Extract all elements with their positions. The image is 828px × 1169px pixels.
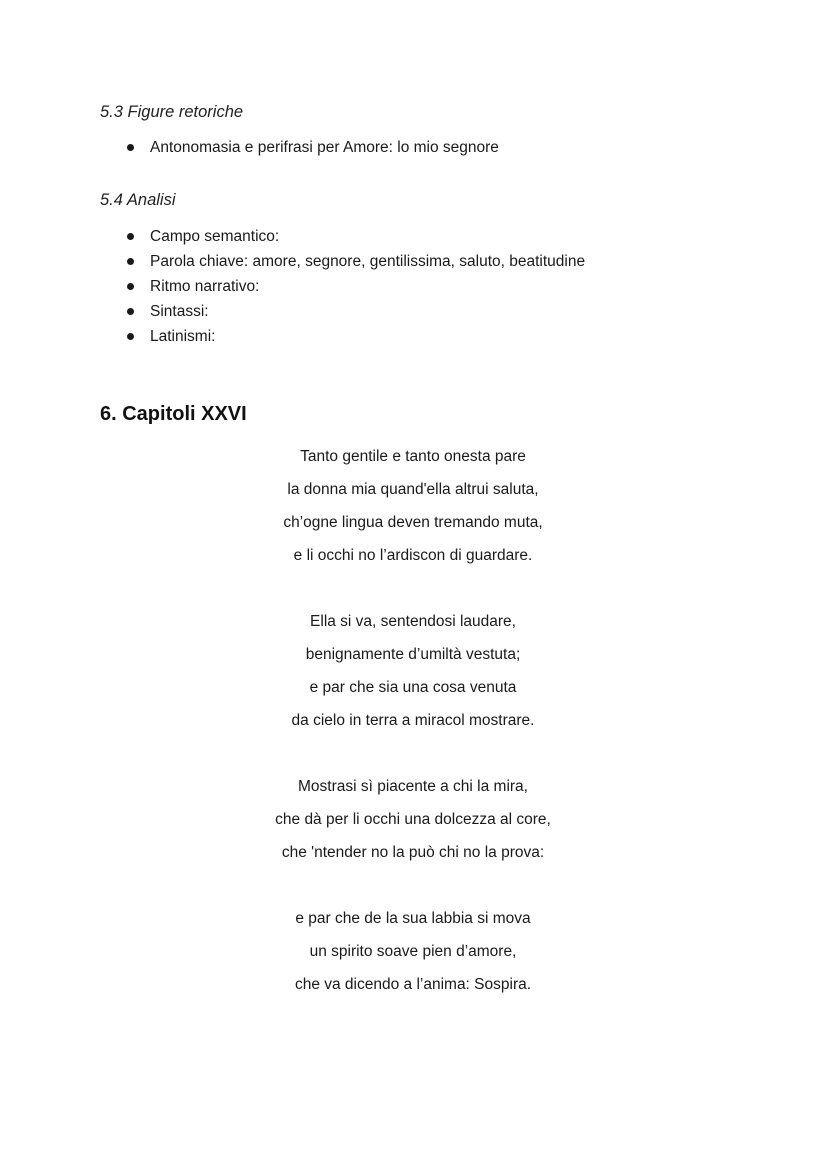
- poem-line: Tanto gentile e tanto onesta pare: [300, 448, 526, 465]
- poem-line: che 'ntender no la può chi no la prova:: [281, 844, 545, 861]
- poem-line: ch’ogne lingua deven tremando muta,: [283, 514, 543, 531]
- poem-line: che va dicendo a l’anima: Sospira.: [294, 976, 532, 993]
- poem-stanza: [0, 902, 828, 1001]
- bullet-icon: [127, 333, 134, 340]
- poem-stanza: [0, 770, 828, 869]
- list-item-text: Campo semantico:: [150, 228, 280, 245]
- bullet-icon: [127, 233, 134, 240]
- list-item: [0, 135, 499, 160]
- section-5-4-list: [0, 224, 585, 349]
- poem-line: da cielo in terra a miracol mostrare.: [291, 712, 535, 729]
- bullet-icon: [127, 144, 134, 151]
- poem-line: e par che sia una cosa venuta: [309, 679, 517, 696]
- poem-line: e par che de la sua labbia si mova: [295, 910, 531, 927]
- poem-stanza: [0, 605, 828, 737]
- list-item-text: Ritmo narrativo:: [150, 278, 260, 295]
- list-item-text: Antonomasia e perifrasi per Amore: lo mio segnore: [150, 139, 499, 156]
- list-item-text: Parola chiave: amore, segnore, gentilissima, saluto, beatitudine: [150, 253, 586, 270]
- bullet-icon: [127, 258, 134, 265]
- list-item: [0, 249, 585, 274]
- list-item: [0, 224, 585, 249]
- section-5-3-list: [0, 135, 499, 160]
- bullet-icon: [127, 308, 134, 315]
- list-item: [0, 274, 585, 299]
- list-item: [0, 299, 585, 324]
- poem-line: che dà per li occhi una dolcezza al core,: [275, 811, 551, 828]
- poem: [0, 440, 828, 1034]
- list-item-text: Latinismi:: [150, 328, 216, 345]
- list-item: [0, 324, 585, 349]
- bullet-icon: [127, 283, 134, 290]
- poem-line: Mostrasi sì piacente a chi la mira,: [297, 778, 528, 795]
- section-5-4-heading: 5.4 Analisi: [100, 191, 176, 209]
- poem-line: la donna mia quand'ella altrui saluta,: [287, 481, 539, 498]
- poem-stanza: [0, 440, 828, 572]
- poem-line: e li occhi no l’ardiscon di guardare.: [293, 547, 533, 564]
- section-6-title: 6. Capitoli XXVI: [100, 403, 247, 425]
- section-5-3-heading: 5.3 Figure retoriche: [100, 103, 244, 121]
- poem-line: un spirito soave pien d’amore,: [309, 943, 517, 960]
- poem-line: benignamente d’umiltà vestuta;: [305, 646, 521, 663]
- list-item-text: Sintassi:: [150, 303, 209, 320]
- poem-line: Ella si va, sentendosi laudare,: [310, 613, 516, 630]
